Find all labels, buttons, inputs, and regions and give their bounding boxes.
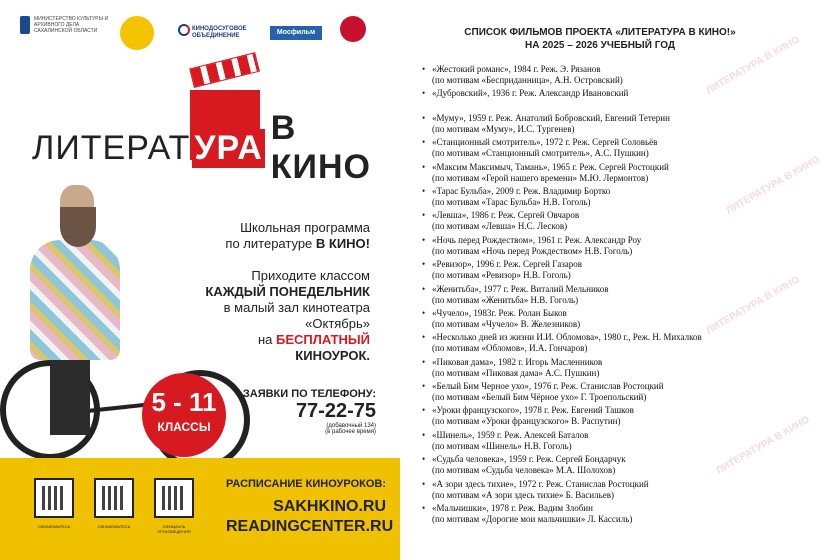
film-item [422,479,782,503]
film-title: • «Ночь перед Рождеством», 1961 г. Реж. Александр Роу [432,234,642,245]
film-title: • «Шинель», 1959 г. Реж. Алексей Баталов [432,429,589,440]
film-list [422,64,782,527]
footer-band [0,458,400,560]
film-title: • «Максим Максимыч, Тамань», 1965 г. Реж. Сергей Ростоцкий [432,161,669,172]
watermark: ЛИТЕРАТУРА В КИНО [704,274,802,337]
film-title: • «А зори здесь тихие», 1972 г. Реж. Станислав Ростоцкий [432,478,649,489]
crest-icon [20,16,30,34]
film-source: (по мотивам «Станционный смотритель», А.С. Пушкин) [432,148,649,159]
free-label: БЕСПЛАТНЫЙ [275,332,370,347]
list-heading-line2: НА 2025 – 2026 УЧЕБНЫЙ ГОД [525,40,675,51]
figure-legs [50,355,90,435]
invite-line6-text: КИНОУРОК. [295,348,370,363]
phone-number[interactable]: 77-22-75 [295,400,376,422]
site-link-sakhkino[interactable]: SAKHKINO.RU [273,498,386,515]
film-item [422,503,782,527]
qr-caption-2: ОЗНАКОМЬТЕСЬ [97,524,131,529]
program-subtitle [180,220,370,252]
poster [0,0,400,560]
ministry-logo-text: МИНИСТЕРСТВО КУЛЬТУРЫ И АРХИВНОГО ДЕЛА САХАЛИНСКОЙ ОБЛАСТИ [34,16,109,34]
film-source: (по мотивам «Муму», И.С. Тургенев) [432,123,575,134]
watermark: ЛИТЕРАТУРА В КИНО [704,34,802,97]
film-item [422,113,782,137]
watermark: ЛИТЕРАТУРА В КИНО [714,414,812,477]
invite-line3: в малый зал кинотеатра [223,300,370,315]
figure-beard [60,207,96,247]
film-title: • «Белый Бим Черное ухо», 1976 г. Реж. Станислав Ростоцкий [432,381,664,392]
grades-label: КЛАССЫ [157,420,211,434]
invite-line5-prefix: на [257,332,276,347]
phone-block [236,388,376,435]
invitation-text [180,268,370,364]
film-source: (по мотивам «Тарас Бульба» Н.В. Гоголь) [432,196,591,207]
film-source: (по мотивам «А зори здесь тихие» Б. Васильев) [432,489,614,500]
list-heading [420,26,780,52]
qr-caption-1: ОЗНАКОМЬТЕСЬ [37,524,71,529]
film-source: (по мотивам «Ночь перед Рождеством» Н.В. Гоголь) [432,245,633,256]
film-item [422,235,782,259]
title-part3: В КИНО [270,109,371,186]
subtitle-line2 [180,236,370,252]
film-title: • «Чучело», 1983г. Реж. Ролан Быков [432,307,567,318]
film-item [422,88,782,112]
film-item [422,162,782,186]
film-title: • «Левша», 1986 г. Реж. Сергей Овчаров [432,210,580,221]
film-source: (по мотивам «Судьба человека» М.А. Шолохов) [432,465,616,476]
film-title: • «Муму», 1959 г. Реж. Анатолий Бобровский, Евгений Тетерин [432,112,670,123]
film-title: • «Ревизор», 1996 г. Реж. Сергей Газаров [432,259,582,270]
qr-code-2[interactable] [94,478,134,518]
mosfilm-logo: Мосфильм [270,26,322,40]
logo-row [20,16,380,56]
film-list-page [400,0,822,560]
qr-caption-3: ОФИЦИАЛЬ ПРОИЗВЕДЕНИЯ [157,524,191,534]
invite-line4: «Октябрь» [305,316,370,331]
film-title: • «Станционный смотритель», 1972 г. Реж. Сергей Соловьёв [432,137,658,148]
qr-code-1[interactable] [34,478,74,518]
site-link-readingcenter[interactable]: READINGCENTER.RU [226,518,394,535]
film-source: (по мотивам «Белый Бим Чёрное ухо» Г. Троепольский) [432,392,647,403]
film-item [422,405,782,429]
phone-extension: (добавочный 134) [326,423,376,429]
film-item [422,284,782,308]
invite-line5 [180,332,370,348]
figure-coat [30,240,120,360]
film-source: (по мотивам «Шинель» Н.В. Гоголь) [432,440,572,451]
ministry-logo [20,16,114,34]
grades-range: 5 - 11 [151,387,217,417]
reading-center-logo [120,16,154,50]
invite-line6 [180,348,370,364]
film-source: (по мотивам «Пиковая дама» А.С. Пушкин) [432,367,600,378]
clapper-top [189,52,260,88]
film-source: (по мотивам «Герой нашего времени» М.Ю. Лермонтов) [432,172,649,183]
invite-line2 [180,284,370,300]
film-source: (по мотивам «Чучело» В. Железников) [432,318,581,329]
film-item [422,308,782,332]
poster-title [32,109,392,186]
film-source: (по мотивам «Обломов», И.А. Гончаров) [432,343,588,354]
list-heading-line1: СПИСОК ФИЛЬМОВ ПРОЕКТА «ЛИТЕРАТУРА В КИНО!» [464,27,736,38]
film-item [422,357,782,381]
film-item [422,210,782,234]
film-item [422,137,782,161]
film-source: (по мотивам «Левша» Н.С. Лесков) [432,221,568,232]
film-item [422,430,782,454]
film-item [422,259,782,283]
subtitle-line1: Школьная программа [240,220,370,235]
film-title: • «Мальчишки», 1978 г. Реж. Вадим Злобин [432,503,593,514]
watermark: ЛИТЕРАТУРА В КИНО [724,154,822,217]
film-title: • «Пиковая дама», 1982 г. Игорь Масленников [432,356,603,367]
qr-code-3[interactable] [154,478,194,518]
round-badge-logo [340,16,366,42]
film-title: • «Уроки французского», 1978 г. Реж. Евгений Ташков [432,405,634,416]
film-source: (по мотивам «Бесприданница», А.Н. Островский) [432,75,623,85]
subtitle-emphasis: В КИНО! [315,236,370,251]
kino-logo-text: КИНОДОСУГОВОЕ ОБЪЕДИНЕНИЕ [192,26,247,39]
kino-logo [178,26,272,40]
film-title: • «Женитьба», 1977 г. Реж. Виталий Мельников [432,283,609,294]
film-title: • «Тарас Бульба», 2009 г. Реж. Владимир Бортко [432,185,611,196]
film-source: (по мотивам «Ревизор» Н.В. Гоголь) [432,270,571,281]
film-source: (по мотивам «Уроки французского» В. Распутин) [432,416,621,427]
grades-badge [142,373,226,457]
phone-hours: (в рабочее время) [325,429,376,435]
film-item [422,381,782,405]
invite-line2-text: КАЖДЫЙ ПОНЕДЕЛЬНИК [205,284,370,299]
subtitle-line2-text: по литературе [225,236,316,251]
film-title: • «Судьба человека», 1959 г. Реж. Сергей Бондарчук [432,454,626,465]
schedule-label: РАСПИСАНИЕ КИНОУРОКОВ: [226,478,386,490]
film-item [422,64,782,88]
invite-line1: Приходите классом [251,268,370,283]
title-part2: УРА [194,128,263,167]
phone-label: ЗАЯВКИ ПО ТЕЛЕФОНУ: [242,388,376,400]
film-title: • «Дубровский», 1936 г. Реж. Александр Ивановский [432,88,629,99]
film-item [422,332,782,356]
title-part1: ЛИТЕРАТ [32,128,191,167]
film-source: (по мотивам «Женитьба» Н.В. Гоголь) [432,294,579,305]
film-title: • «Жестокий романс», 1984 г. Реж. Э. Рязанов [432,64,601,74]
film-source: (по мотивам «Дорогие мои мальчишки» Л. Кассиль) [432,514,633,525]
film-title: • «Несколько дней из жизни И.И. Обломова», 1980 г., Реж. Н. Михалков [432,332,702,343]
film-item [422,186,782,210]
kino-logo-icon [178,24,190,36]
film-item [422,454,782,478]
